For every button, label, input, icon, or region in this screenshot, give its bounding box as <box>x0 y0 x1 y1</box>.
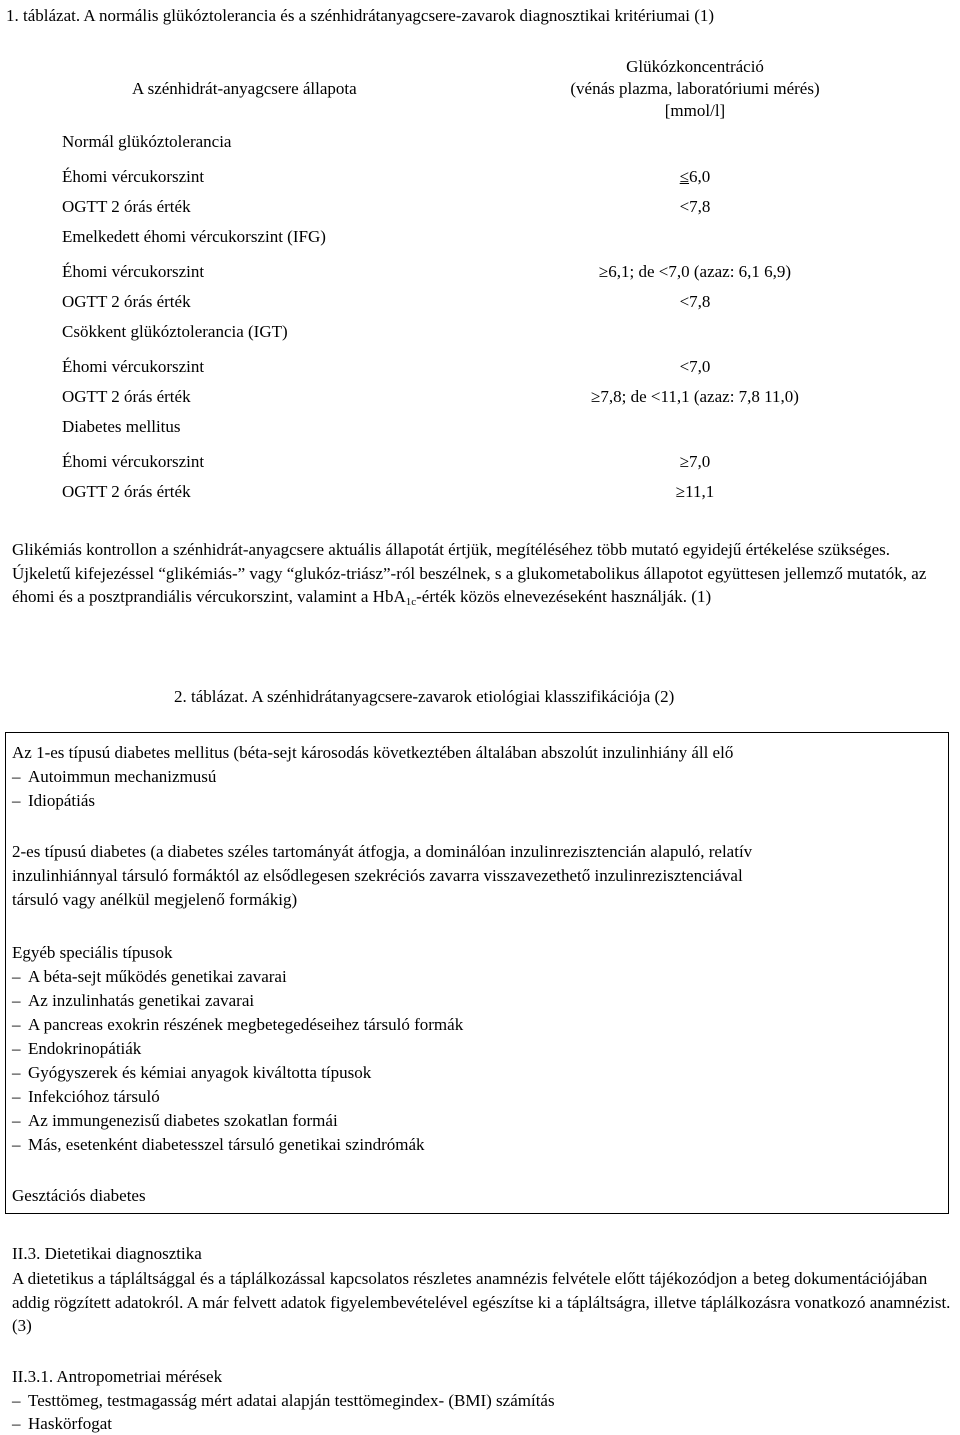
dash-icon: – <box>12 967 21 986</box>
list-item <box>12 989 254 1013</box>
ge-symbol: ≥ <box>591 387 601 406</box>
item-text: Haskörfogat <box>28 1414 113 1433</box>
row-value <box>530 196 860 218</box>
table1-col2-header-line1: Glükózkoncentráció <box>626 57 764 76</box>
section-heading-normal: Normál glükóztolerancia <box>62 132 232 151</box>
row-label: OGTT 2 órás érték <box>62 387 191 406</box>
list-item <box>12 789 95 813</box>
item-text: Autoimmun mechanizmusú <box>28 767 217 786</box>
value-text: 6,0 <box>689 167 711 186</box>
row-label: Éhomi vércukorszint <box>62 262 205 281</box>
list-item <box>12 965 287 989</box>
dash-icon: – <box>12 1063 21 1082</box>
dash-icon: – <box>12 991 21 1010</box>
item-text: Az inzulinhatás genetikai zavarai <box>28 991 255 1010</box>
row-label: OGTT 2 órás érték <box>62 197 191 216</box>
dash-icon: – <box>12 791 21 810</box>
row-label: OGTT 2 órás érték <box>62 292 191 311</box>
ge-symbol: ≥ <box>679 452 690 471</box>
section-heading-igt: Csökkent glükóztolerancia (IGT) <box>62 322 288 341</box>
type2-line: 2-es típusú diabetes (a diabetes széles tartományát átfogja, a dominálóan inzulinrezisztencián alapuló, relatív <box>12 842 753 861</box>
paragraph-text: Glikémiás kontrollon a szénhidrát-anyagcsere aktuális állapotát értjük, megítéléséhez több mutató egyidejű értékelése szükséges. Újkeletű kifejezéssel “glikémiás-” vagy “glukóz-triász”-ról beszélnek, s a glukometabolikus állapotot együttesen jellemző mutatók, az éhomi és a posztprandiális vércukorszint, valamint a HbA <box>12 540 927 606</box>
dietetic-paragraph: A dietetikus a tápláltsággal és a táplálkozással kapcsolatos részletes anamnézis felvétele előtt tájékozódjon a beteg dokumentációjában addig rögzített adatokról. A már felvett adatok figyelembevételével egészítse ki a tápláltságra, illetve táplálkozásra vonatkozó anamnézist. (3) <box>12 1269 951 1335</box>
gestational-heading: Gesztációs diabetes <box>12 1186 146 1205</box>
value-text: <7,0 <box>679 357 711 376</box>
value-text: <7,8 <box>679 292 711 311</box>
list-item <box>12 1413 112 1435</box>
dash-icon: – <box>12 1015 21 1034</box>
row-value <box>530 291 860 313</box>
row-value <box>530 386 860 408</box>
value-text: 6,1; de <7,0 (azaz: 6,1 6,9) <box>608 262 792 281</box>
paragraph-text: -érték közös elnevezéseként használják. (1) <box>416 587 712 606</box>
value-text: 7,8; de <11,1 (azaz: 7,8 11,0) <box>600 387 799 406</box>
dash-icon: – <box>12 1087 21 1106</box>
dash-icon: – <box>12 767 21 786</box>
row-label: Éhomi vércukorszint <box>62 357 205 376</box>
ge-symbol: ≥ <box>598 262 609 281</box>
value-text: <7,8 <box>679 197 711 216</box>
table2-box <box>5 732 949 1214</box>
other-types-heading: Egyéb speciális típusok <box>12 943 173 962</box>
list-item <box>12 1013 463 1037</box>
row-value <box>530 261 860 283</box>
type1-heading: Az 1-es típusú diabetes mellitus (béta-sejt károsodás következtében általában abszolút inzulinhiány áll elő <box>12 743 734 762</box>
list-item <box>12 1061 371 1085</box>
value-text: 7,0 <box>689 452 711 471</box>
table1-col2-header-line2: (vénás plazma, laboratóriumi mérés) <box>570 79 820 98</box>
section-heading-ifg: Emelkedett éhomi vércukorszint (IFG) <box>62 227 326 246</box>
item-text: Más, esetenként diabetesszel társuló genetikai szindrómák <box>28 1135 425 1154</box>
list-item <box>12 1109 338 1133</box>
section-heading-anthropometric: II.3.1. Antropometriai mérések <box>12 1367 223 1386</box>
table1-col1-header: A szénhidrát-anyagcsere állapota <box>132 79 357 98</box>
glycemic-control-paragraph <box>12 538 952 609</box>
item-text: Endokrinopátiák <box>28 1039 142 1058</box>
value-text: 11,1 <box>685 482 715 501</box>
dash-icon: – <box>12 1039 21 1058</box>
section-heading-dm: Diabetes mellitus <box>62 417 181 436</box>
row-value <box>530 356 860 378</box>
section-heading-dietetic-diagnostics: II.3. Dietetikai diagnosztika <box>12 1244 202 1263</box>
subscript: 1c <box>405 596 417 608</box>
item-text: A pancreas exokrin részének megbetegedéseihez társuló formák <box>28 1015 464 1034</box>
dash-icon: – <box>12 1391 21 1410</box>
table2-title: 2. táblázat. A szénhidrátanyagcsere-zavarok etiológiai klasszifikációja (2) <box>174 687 675 706</box>
dash-icon: – <box>12 1111 21 1130</box>
row-label: Éhomi vércukorszint <box>62 167 205 186</box>
row-value <box>530 166 860 188</box>
row-value <box>530 451 860 473</box>
le-symbol: ≤ <box>679 167 690 186</box>
table1-title: 1. táblázat. A normális glükóztolerancia és a szénhidrátanyagcsere-zavarok diagnosztikai kritériumai (1) <box>6 6 715 25</box>
list-item <box>12 1133 425 1157</box>
list-item <box>12 765 216 789</box>
item-text: Gyógyszerek és kémiai anyagok kiváltotta típusok <box>28 1063 372 1082</box>
item-text: A béta-sejt működés genetikai zavarai <box>28 967 287 986</box>
list-item <box>12 1390 555 1412</box>
list-item <box>12 1037 141 1061</box>
item-text: Infekcióhoz társuló <box>28 1087 160 1106</box>
item-text: Idiopátiás <box>28 791 96 810</box>
item-text: Az immungenezisű diabetes szokatlan formái <box>28 1111 338 1130</box>
row-label: OGTT 2 órás érték <box>62 482 191 501</box>
table1-col2-header-line3: [mmol/l] <box>664 101 726 120</box>
item-text: Testtömeg, testmagasság mért adatai alapján testtömegindex- (BMI) számítás <box>28 1391 555 1410</box>
row-label: Éhomi vércukorszint <box>62 452 205 471</box>
dash-icon: – <box>12 1414 21 1433</box>
type2-line: inzulinhiánnyal társuló formáktól az elsődlegesen szekréciós zavarra visszavezethető inzulinrezisztenciával <box>12 866 743 885</box>
ge-symbol: ≥ <box>675 482 686 501</box>
dash-icon: – <box>12 1135 21 1154</box>
type2-line: társuló vagy anélkül megjelenő formákig) <box>12 890 298 909</box>
list-item <box>12 1085 160 1109</box>
row-value <box>530 481 860 503</box>
